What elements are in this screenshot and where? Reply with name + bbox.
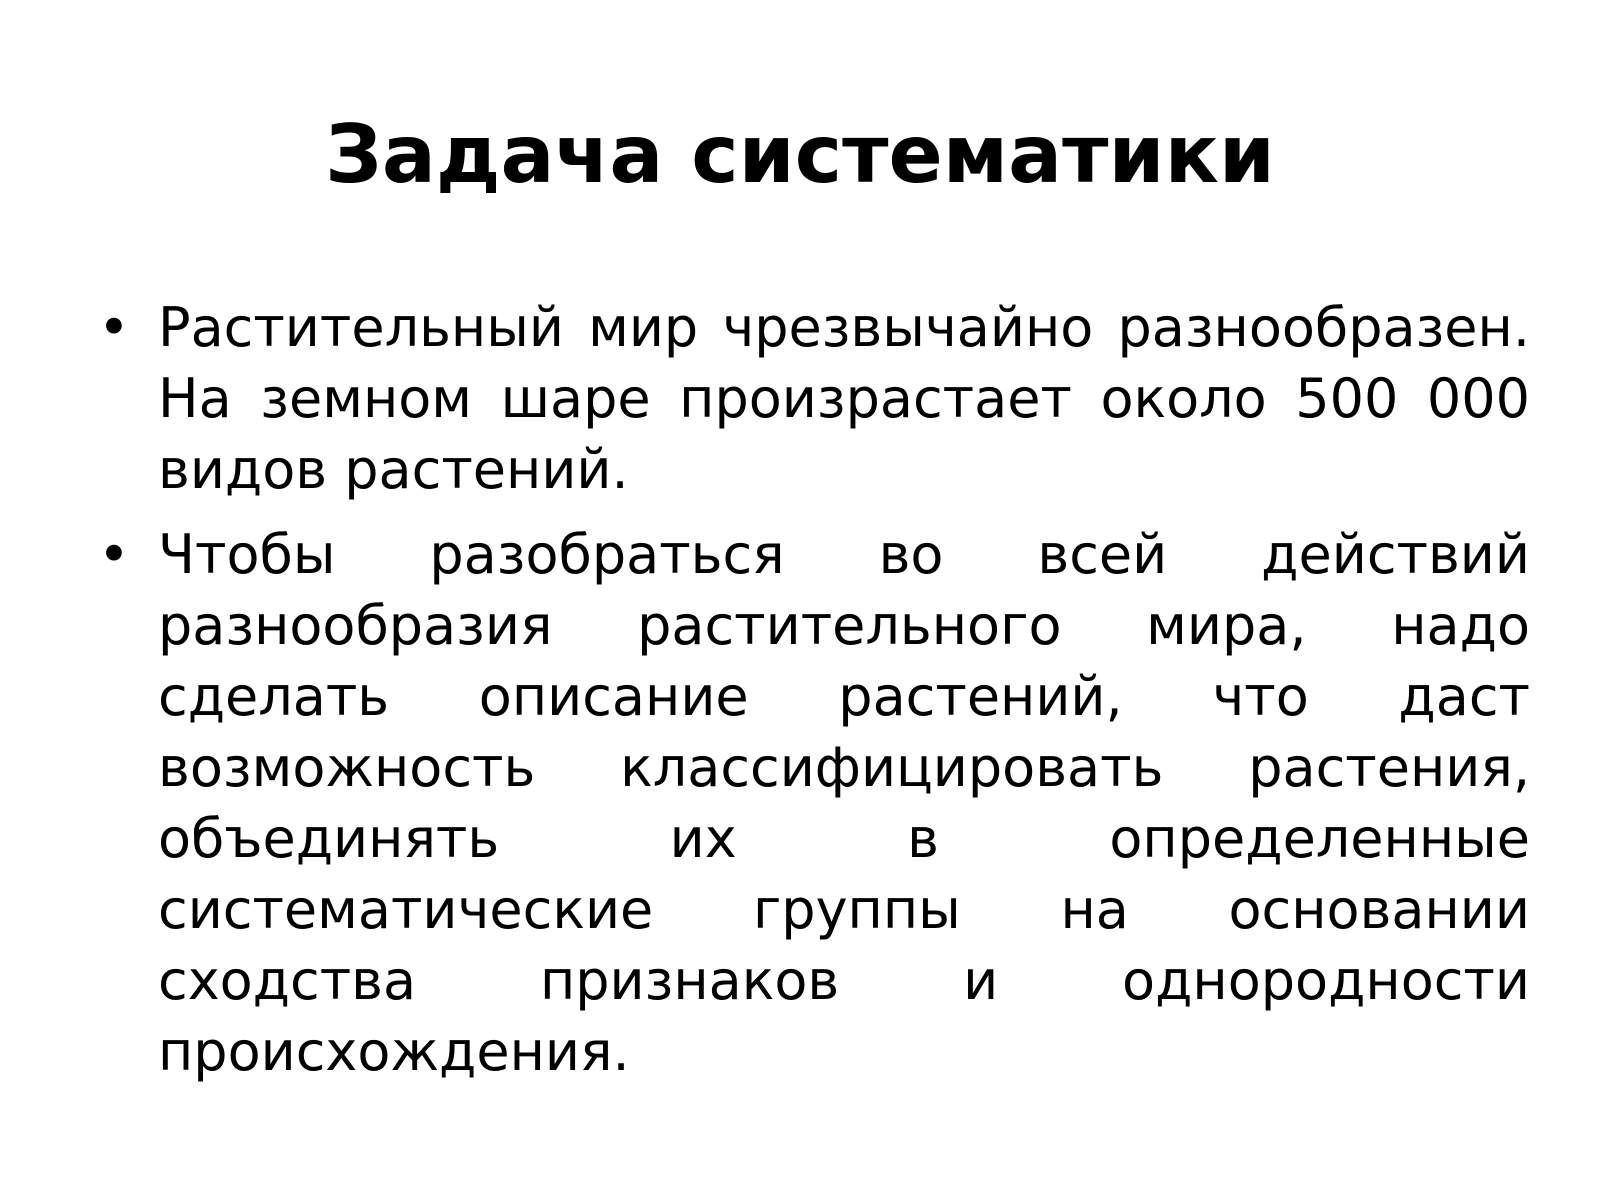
bullet-dot-icon: •: [98, 296, 130, 359]
bullet-text: Растительный мир чрезвычайно разнообразен. На земном шаре произрастает около 500 000 видов растений.: [158, 296, 1530, 501]
bullet-item: [90, 519, 1530, 1087]
bullet-item: [90, 292, 1530, 505]
slide-title: Задача систематики: [325, 108, 1275, 201]
bullet-text: Чтобы разобраться во всей действий разнообразия растительного мира, надо сделать описание растений, что даст возможность классифицировать растения, объединять их в определенные систематические группы на основании сходства признаков и однородности происхождения.: [158, 523, 1530, 1083]
bullet-list: [90, 292, 1530, 1101]
bullet-dot-icon: •: [98, 523, 130, 586]
